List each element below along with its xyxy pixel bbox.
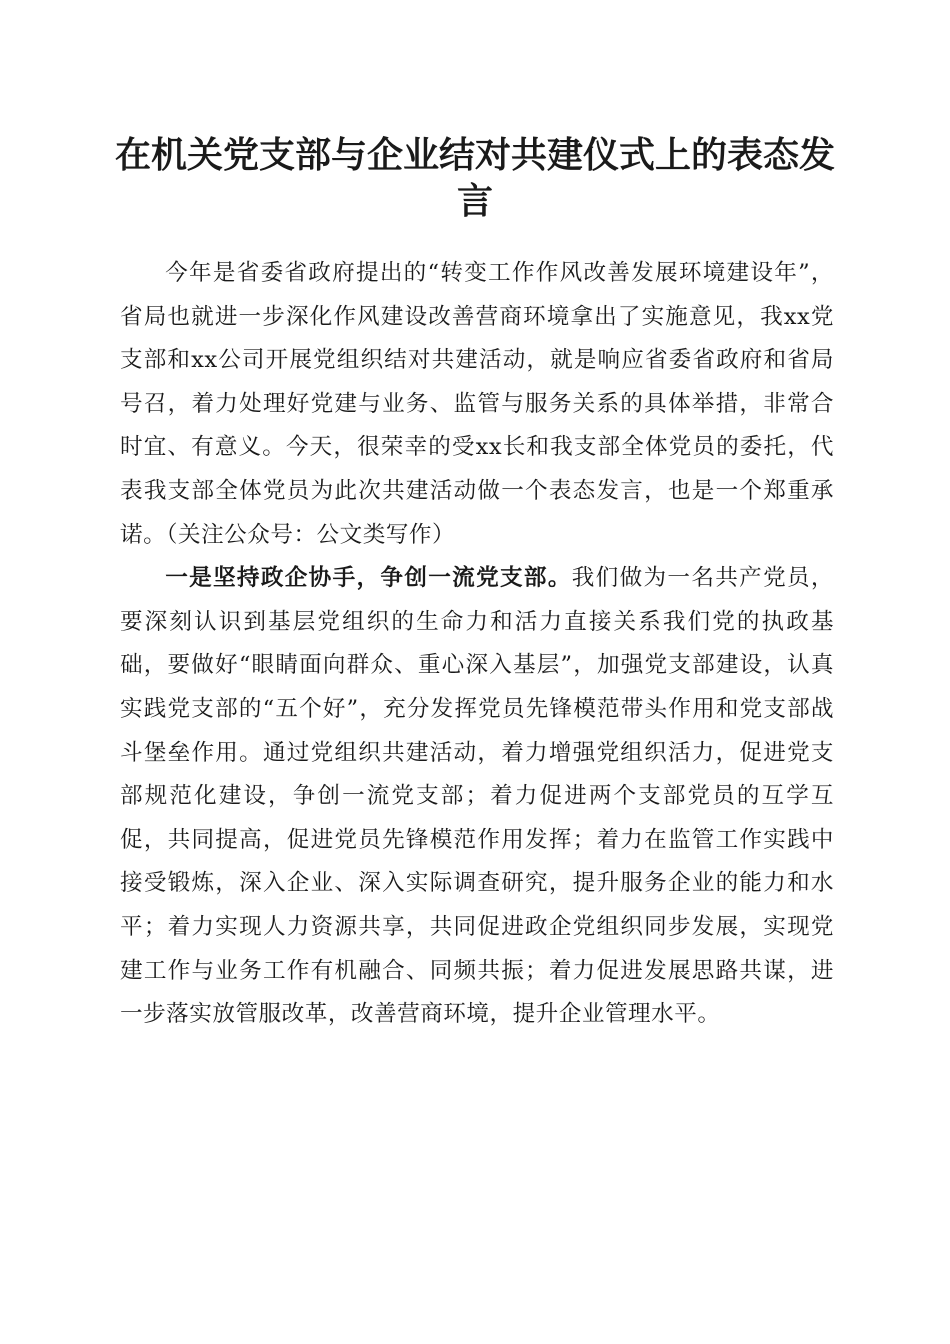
paragraph-intro: 今年是省委省政府提出的“转变工作作风改善发展环境建设年”，省局也就进一步深化作风建设改善营商环境拿出了实施意见，我xx党支部和xx公司开展党组织结对共建活动，就是响应省委省政府和省局号召，着力处理好党建与业务、监管与服务关系的具体举措，非常合时宜、有意义。今天，很荣幸的受xx长和我支部全体党员的委托，代表我支部全体党员为此次共建活动做一个表态发言，也是一个郑重承诺。（关注公众号：公文类写作） xyxy=(120,260,834,548)
document-title: 在机关党支部与企业结对共建仪式上的表态发言 xyxy=(114,134,835,222)
paragraph-lead-heading: 一是坚持政企协手，争创一流党支部。 xyxy=(165,565,572,592)
paragraph-point-one xyxy=(120,557,834,1037)
paragraph-point-one-text: 我们做为一名共产党员，要深刻认识到基层党组织的生命力和活力直接关系我们党的执政基础，要做好“眼睛面向群众、重心深入基层”，加强党支部建设，认真实践党支部的“五个好”，充分发挥党员先锋模范带头作用和党支部战斗堡垒作用。通过党组织共建活动，着力增强党组织活力，促进党支部规范化建设，争创一流党支部；着力促进两个支部党员的互学互促，共同提高，促进党员先锋模范作用发挥；着力在监管工作实践中接受锻炼，深入企业、深入实际调查研究，提升服务企业的能力和水平；着力实现人力资源共享，共同促进政企党组织同步发展，实现党建工作与业务工作有机融合、同频共振；着力促进发展思路共谋，进一步落实放管服改革，改善营商环境，提升企业管理水平。 xyxy=(120,565,835,1028)
document-body xyxy=(120,252,834,1037)
